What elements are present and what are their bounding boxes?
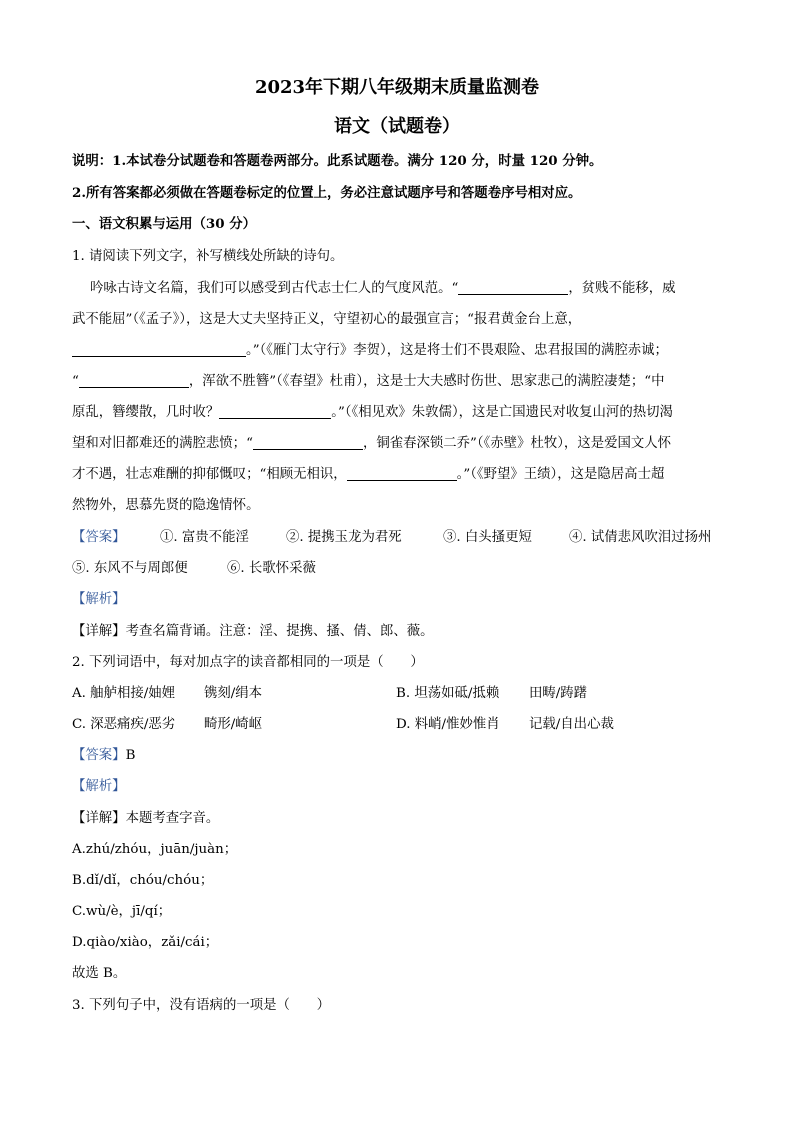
q3-stem: 3. 下列句子中，没有语病的一项是（ ） [72, 998, 331, 1013]
q2-stem: 2. 下列词语中，每对加点字的读音都相同的一项是（ ） [72, 655, 424, 670]
q2-answer: B [125, 748, 136, 763]
q2-explain-a: A.zhú/zhóu，juān/juàn； [72, 842, 238, 857]
q2-option-c-extra: 畸形/崎岖 [204, 717, 263, 732]
q1-answer-1: ①. 富贵不能淫 [160, 530, 249, 545]
q1-text: 吟咏古诗文名篇，我们可以感受到古代志士仁人的气度风范。“ [90, 281, 459, 296]
q2-option-c[interactable]: C. 深恶痛疾/恶劣 [72, 717, 176, 732]
q1-text: ，浑欲不胜簪”（《春望》杜甫），这是士大夫感时伤世、思家悲己的满腔凄楚；“中 [188, 374, 665, 389]
q1-passage-line-1 [90, 277, 676, 296]
q2-explain-d: D.qiào/xiào，zǎi/cái； [72, 935, 219, 950]
q2-option-a-extra: 镌刻/绢本 [204, 686, 263, 701]
q2-explain-b: B.dǐ/dǐ，chóu/chóu； [72, 873, 214, 888]
q1-stem: 1. 请阅读下列文字，补写横线处所缺的诗句。 [72, 249, 344, 264]
q2-explain-c: C.wù/è，jī/qí； [72, 904, 172, 919]
q1-text: 原乱，簪缨散，几时收？ [72, 405, 220, 420]
detail-tag: 【详解】 [72, 624, 126, 639]
q1-text: 才不遇，壮志难酬的抑郁慨叹；“相顾无相识， [72, 467, 347, 482]
q1-answer-4: ④. 试倩悲风吹泪过扬州 [569, 530, 712, 545]
answer-tag: 【答案】 [72, 748, 126, 763]
q2-detail-text: 本题考查字音。 [125, 811, 220, 826]
q2-option-b[interactable]: B. 坦荡如砥/抵赖 [396, 686, 500, 701]
q1-answer-3: ③. 白头搔更短 [443, 530, 532, 545]
q1-text: 。”（《野望》王绩），这是隐居高士超 [456, 467, 665, 482]
q2-option-a[interactable]: A. 舳舻相接/妯娌 [72, 686, 176, 701]
detail-tag: 【详解】 [72, 811, 126, 826]
q1-text: 。”（《雁门太守行》李贺），这是将士们不畏艰险、忠君报国的满腔赤诚； [246, 343, 668, 358]
q1-answer-row [72, 526, 126, 545]
page-subtitle: 语文（试题卷） [334, 116, 460, 137]
q1-text: “ [72, 374, 79, 389]
instructions-line-1: 说明：1.本试卷分试题卷和答题卷两部分。此系试题卷。满分 120 分，时量 120 分钟。 [72, 153, 603, 169]
fill-blank-5[interactable] [253, 435, 363, 450]
section-heading: 一、语文积累与运用（30 分） [72, 216, 256, 232]
q1-answer-6: ⑥. 长歌怀采薇 [227, 561, 316, 576]
fill-blank-3[interactable] [79, 373, 189, 388]
q1-detail [72, 620, 434, 639]
page-title: 2023年下期八年级期末质量监测卷 [254, 77, 540, 98]
q1-detail-text: 考查名篇背诵。注意：淫、提携、搔、倩、郎、薇。 [125, 624, 434, 639]
q1-passage-line-2: 武不能屈”（《孟子》），这是大丈夫坚持正义，守望初心的最强宣言；“报君黄金台上意， [72, 312, 582, 327]
q1-passage-line-5 [72, 401, 673, 420]
answer-tag: 【答案】 [72, 530, 126, 545]
q1-text: ，铜雀春深锁二乔”（《赤壁》杜牧），这是爱国文人怀 [362, 436, 672, 451]
instructions-line-2: 2.所有答案都必须做在答题卷标定的位置上，务必注意试题序号和答题卷序号相对应。 [72, 185, 582, 201]
q2-option-d-extra: 记载/自出心裁 [529, 717, 614, 732]
q1-passage-line-6 [72, 432, 671, 451]
q1-text: ，贫贱不能移，威 [568, 281, 676, 296]
q1-text: 。”（《相见欢》朱敦儒），这是亡国遗民对收复山河的热切渴 [331, 405, 673, 420]
fill-blank-1[interactable] [458, 280, 568, 295]
q2-option-d[interactable]: D. 料峭/惟妙惟肖 [396, 717, 500, 732]
fill-blank-4[interactable] [219, 404, 331, 419]
fill-blank-6[interactable] [347, 466, 457, 481]
fill-blank-2[interactable] [72, 342, 246, 357]
q1-passage-line-7 [72, 463, 664, 482]
q1-passage-line-3 [72, 339, 668, 358]
q1-text: 望和对旧都难还的满腔悲愤；“ [72, 436, 253, 451]
q2-answer-row [72, 744, 135, 763]
q2-detail [72, 807, 219, 826]
q2-option-b-extra: 田畴/踌躇 [529, 686, 588, 701]
q1-analysis-tag: 【解析】 [72, 592, 126, 607]
q1-passage-line-4 [72, 370, 665, 389]
q1-passage-line-8: 然物外，思慕先贤的隐逸情怀。 [72, 498, 260, 513]
q1-answer-2: ②. 提携玉龙为君死 [286, 530, 402, 545]
q2-conclusion: 故选 B。 [72, 966, 127, 981]
q2-analysis-tag: 【解析】 [72, 779, 126, 794]
q1-answer-5: ⑤. 东风不与周郎便 [72, 561, 188, 576]
